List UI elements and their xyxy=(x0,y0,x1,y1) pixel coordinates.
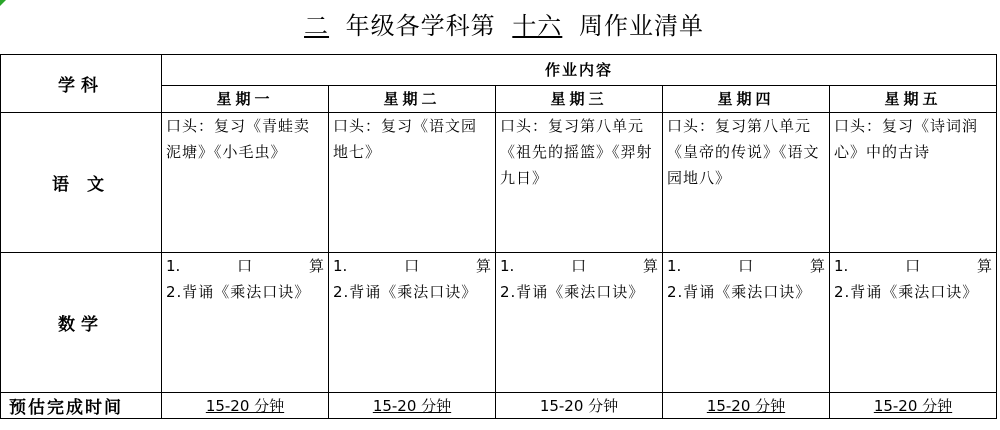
math-item1-num: 1. xyxy=(834,257,849,275)
homework-table xyxy=(0,54,997,419)
time-value: 15-20 分钟 xyxy=(873,396,953,415)
time-thursday xyxy=(663,393,830,419)
math-item1-a: 口 xyxy=(237,257,253,275)
math-monday xyxy=(162,253,329,393)
math-item1 xyxy=(663,253,829,279)
time-tuesday xyxy=(329,393,496,419)
subject-math xyxy=(1,253,162,393)
math-item1-b: 算 xyxy=(809,257,825,275)
math-item1-b: 算 xyxy=(642,257,658,275)
chinese-tuesday-text: 口头：复习《语文园地七》 xyxy=(333,117,478,161)
time-wednesday xyxy=(496,393,663,419)
day-wednesday: 星期三 xyxy=(496,86,663,113)
subject-chinese xyxy=(1,113,162,253)
math-item1-a: 口 xyxy=(905,257,921,275)
chinese-monday xyxy=(162,113,329,253)
time-label xyxy=(1,393,162,419)
subject-header xyxy=(1,55,162,113)
math-item2: 2.背诵《乘法口诀》 xyxy=(333,283,478,301)
time-value: 15-20 分钟 xyxy=(372,396,452,415)
day-friday: 星期五 xyxy=(830,86,997,113)
math-tuesday xyxy=(329,253,496,393)
math-wednesday xyxy=(496,253,663,393)
chinese-wednesday xyxy=(496,113,663,253)
chinese-thursday xyxy=(663,113,830,253)
math-item1 xyxy=(496,253,662,279)
math-item1-a: 口 xyxy=(571,257,587,275)
chinese-friday-text: 口头：复习《诗词润心》中的古诗 xyxy=(834,117,979,161)
math-item1-a: 口 xyxy=(738,257,754,275)
math-item1 xyxy=(830,253,996,279)
math-item1-b: 算 xyxy=(976,257,992,275)
time-value: 15-20 分钟 xyxy=(539,396,619,415)
math-item2: 2.背诵《乘法口诀》 xyxy=(500,283,645,301)
subject-header-label: 学科 xyxy=(58,76,104,96)
title-week: 十六 xyxy=(512,12,563,40)
day-monday: 星期一 xyxy=(162,86,329,113)
content-header-label: 作业内容 xyxy=(544,61,613,79)
title-grade: 二 xyxy=(304,12,330,40)
day-tuesday: 星期二 xyxy=(329,86,496,113)
chinese-thursday-text: 口头：复习第八单元《皇帝的传说》《语文园地八》 xyxy=(667,117,820,187)
time-value: 15-20 分钟 xyxy=(205,396,285,415)
subject-chinese-label: 语 文 xyxy=(52,175,110,195)
math-thursday xyxy=(663,253,830,393)
math-item1 xyxy=(329,253,495,279)
time-monday xyxy=(162,393,329,419)
math-item1-num: 1. xyxy=(667,257,682,275)
math-friday xyxy=(830,253,997,393)
math-item1 xyxy=(162,253,328,279)
math-item2: 2.背诵《乘法口诀》 xyxy=(834,283,979,301)
chinese-wednesday-text: 口头：复习第八单元《祖先的摇篮》《羿射九日》 xyxy=(500,117,653,187)
time-label-text: 预估完成时间 xyxy=(9,398,123,418)
chinese-friday xyxy=(830,113,997,253)
math-item1-num: 1. xyxy=(333,257,348,275)
time-value: 15-20 分钟 xyxy=(706,396,786,415)
day-thursday: 星期四 xyxy=(663,86,830,113)
chinese-monday-text: 口头：复习《青蛙卖泥塘》《小毛虫》 xyxy=(166,117,311,161)
math-item1-a: 口 xyxy=(404,257,420,275)
title-part1: 年级各学科第 xyxy=(345,12,496,40)
content-header xyxy=(162,55,997,86)
math-item1-b: 算 xyxy=(475,257,491,275)
chinese-tuesday xyxy=(329,113,496,253)
math-item2: 2.背诵《乘法口诀》 xyxy=(166,283,311,301)
math-item1-num: 1. xyxy=(500,257,515,275)
time-friday xyxy=(830,393,997,419)
math-item1-b: 算 xyxy=(308,257,324,275)
title-part2: 周作业清单 xyxy=(578,12,704,40)
math-item2: 2.背诵《乘法口诀》 xyxy=(667,283,812,301)
math-item1-num: 1. xyxy=(166,257,181,275)
subject-math-label: 数学 xyxy=(58,315,104,335)
page-title xyxy=(0,6,1000,46)
